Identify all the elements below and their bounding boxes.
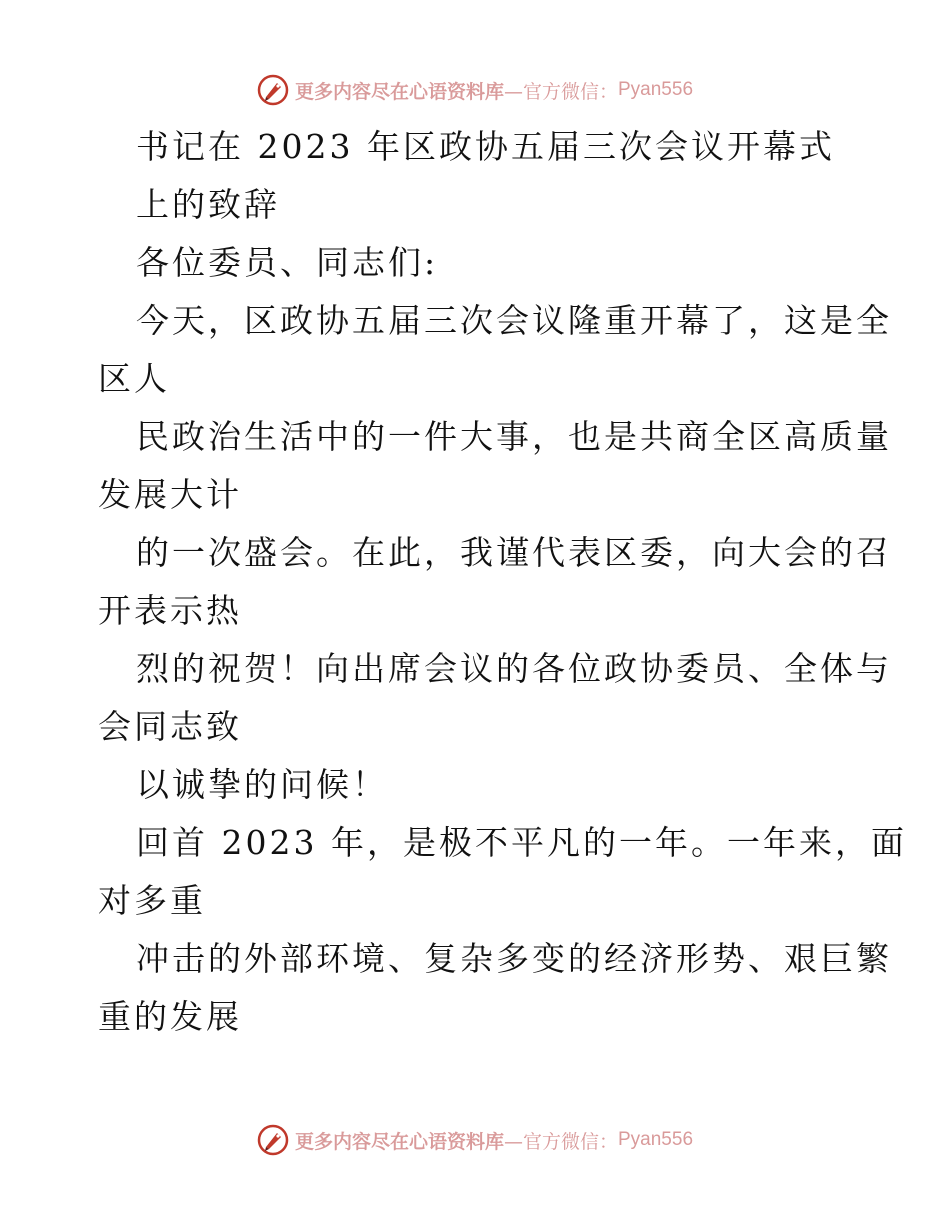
paragraph-line: 对多重 bbox=[98, 881, 206, 920]
document-title-line-2: 上的致辞 bbox=[136, 185, 280, 224]
paragraph-line: 民政治生活中的一件大事，也是共商全区高质量 bbox=[136, 417, 892, 456]
paragraph-line: 今天，区政协五届三次会议隆重开幕了，这是全 bbox=[136, 301, 892, 340]
paragraph-line: 的一次盛会。在此，我谨代表区委，向大会的召 bbox=[136, 533, 892, 572]
watermark-account: Pyan556 bbox=[618, 79, 694, 100]
pen-nib-logo-icon bbox=[257, 1124, 289, 1156]
watermark-official-label: —官方微信： bbox=[503, 1130, 618, 1153]
watermark-brand: 更多内容尽在心语资料库 bbox=[294, 80, 504, 103]
pen-nib-logo-icon bbox=[257, 74, 289, 106]
paragraph-line: 会同志致 bbox=[98, 707, 242, 746]
watermark-account: Pyan556 bbox=[618, 1129, 694, 1150]
paragraph-line: 冲击的外部环境、复杂多变的经济形势、艰巨繁 bbox=[136, 939, 892, 978]
paragraph-line: 重的发展 bbox=[98, 997, 242, 1036]
salutation: 各位委员、同志们: bbox=[136, 243, 439, 282]
watermark-footer bbox=[0, 1120, 950, 1160]
paragraph-line: 以诚挚的问候！ bbox=[136, 765, 388, 804]
watermark-header bbox=[0, 70, 950, 110]
watermark-official-label: —官方微信： bbox=[503, 80, 618, 103]
paragraph-line: 烈的祝贺！向出席会议的各位政协委员、全体与 bbox=[136, 649, 892, 688]
watermark-brand: 更多内容尽在心语资料库 bbox=[294, 1130, 504, 1153]
paragraph-line: 回首 2023 年，是极不平凡的一年。一年来，面 bbox=[136, 823, 907, 862]
paragraph-line: 发展大计 bbox=[98, 475, 242, 514]
watermark-text bbox=[295, 1127, 693, 1154]
paragraph-line: 开表示热 bbox=[98, 591, 242, 630]
paragraph-line: 区人 bbox=[98, 359, 170, 398]
document-title-line-1: 书记在 2023 年区政协五届三次会议开幕式 bbox=[136, 127, 835, 166]
watermark-text bbox=[295, 77, 693, 104]
document-body bbox=[98, 118, 907, 1046]
